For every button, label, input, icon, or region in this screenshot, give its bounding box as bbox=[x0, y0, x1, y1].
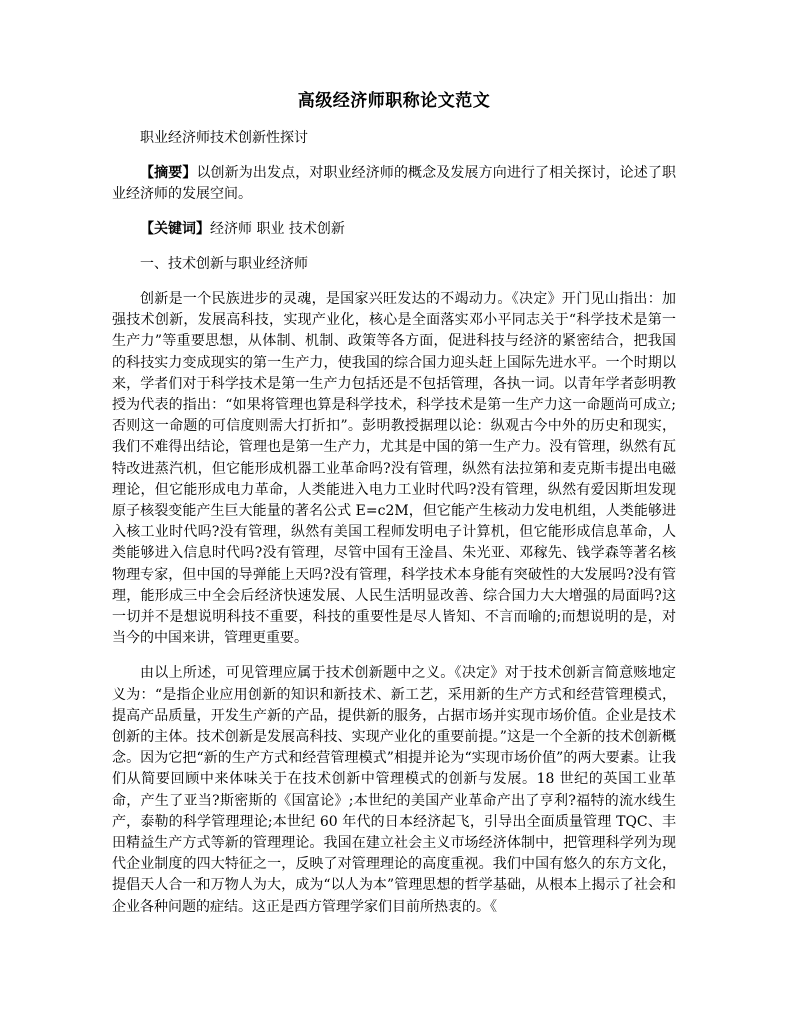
keywords-line bbox=[112, 219, 676, 240]
document-content bbox=[112, 88, 676, 918]
body-paragraph: 由以上所述，可见管理应属于技术创新题中之义。《决定》对于技术创新言简意赅地定义为：“是指企业应用创新的知识和新技术、新工艺，采用新的生产方式和经营管理模式，提高产品质量，开发生产新的产品，提供新的服务，占据市场并实现市场价值。企业是技术创新的主体。技术创新是发展高科技、实现产业化的重要前提。”这是一个全新的技术创新概念。因为它把“新的生产方式和经营管理模式”相提并论为“实现市场价值”的两大要素。让我们从简要回顾中来体味关于在技术创新中管理模式的创新与发展。18 世纪的英国工业革命，产生了亚当?斯密斯的《国富论》;本世纪的美国产业革命产出了亨利?福特的流水线生产，泰勒的科学管理理论;本世纪 60 年代的日本经济起飞，引导出全面质量管理 TQC、丰田精益生产方式等新的管理理论。我国在建立社会主义市场经济体制中，把管理科学列为现代企业制度的四大特征之一，反映了对管理理论的高度重视。我们中国有悠久的东方文化，提倡天人合一和万物人为大，成为“以人为本”管理思想的哲学基础，从根本上揭示了社会和企业各种问题的症结。这正是西方管理学家们目前所热衷的。《 bbox=[112, 665, 676, 915]
body-paragraph: 创新是一个民族进步的灵魂，是国家兴旺发达的不竭动力。《决定》开门见山指出：加强技术创新，发展高科技，实现产业化，核心是全面落实邓小平同志关于“科学技术是第一生产力”等重要思想，从体制、机制、政策等各方面，促进科技与经济的紧密结合，把我国的科技实力变成现实的第一生产力，使我国的综合国力迎头赶上国际先进水平。一个时期以来，学者们对于科学技术是第一生产力包括还是不包括管理，各执一词。以青年学者彭明教授为代表的指出：“如果将管理也算是科学技术，科学技术是第一生产力这一命题尚可成立;否则这一命题的可信度则需大打折扣”。彭明教授据理以论：纵观古今中外的历史和现实，我们不难得出结论，管理也是第一生产力，尤其是中国的第一生产力。没有管理，纵然有瓦特改进蒸汽机，但它能形成机器工业革命吗?没有管理，纵然有法拉第和麦克斯韦提出电磁理论，但它能形成电力革命，人类能进入电力工业时代吗?没有管理，纵然有爱因斯坦发现原子核裂变能产生巨大能量的著名公式 E=c2M，但它能产生核动力发电机组，人类能够进入核工业时代吗?没有管理，纵然有美国工程师发明电子计算机，但它能形成信息革命，人类能够进入信息时代吗?没有管理，尽管中国有王淦昌、朱光亚、邓稼先、钱学森等著名核物理专家，但中国的导弹能上天吗?没有管理，科学技术本身能有突破性的大发展吗?没有管理，能形成三中全会后经济快速发展、人民生活明显改善、综合国力大大增强的局面吗?这一切并不是想说明科技不重要，科技的重要性是尽人皆知、不言而喻的;而想说明的是，对当今的中国来讲，管理更重要。 bbox=[112, 291, 676, 647]
abstract-label: 【摘要】 bbox=[140, 165, 197, 181]
page-title: 高级经济师职称论文范文 bbox=[297, 91, 491, 111]
abstract-text: 以创新为出发点，对职业经济师的概念及发展方向进行了相关探讨，论述了职业经济师的发展空间。 bbox=[112, 165, 677, 202]
keywords-text: 经济师 职业 技术创新 bbox=[210, 221, 345, 237]
document-subtitle: 职业经济师技术创新性探讨 bbox=[140, 130, 308, 146]
keywords-label: 【关键词】 bbox=[140, 221, 210, 237]
section-heading: 一、技术创新与职业经济师 bbox=[140, 256, 308, 272]
abstract-line bbox=[112, 163, 676, 205]
